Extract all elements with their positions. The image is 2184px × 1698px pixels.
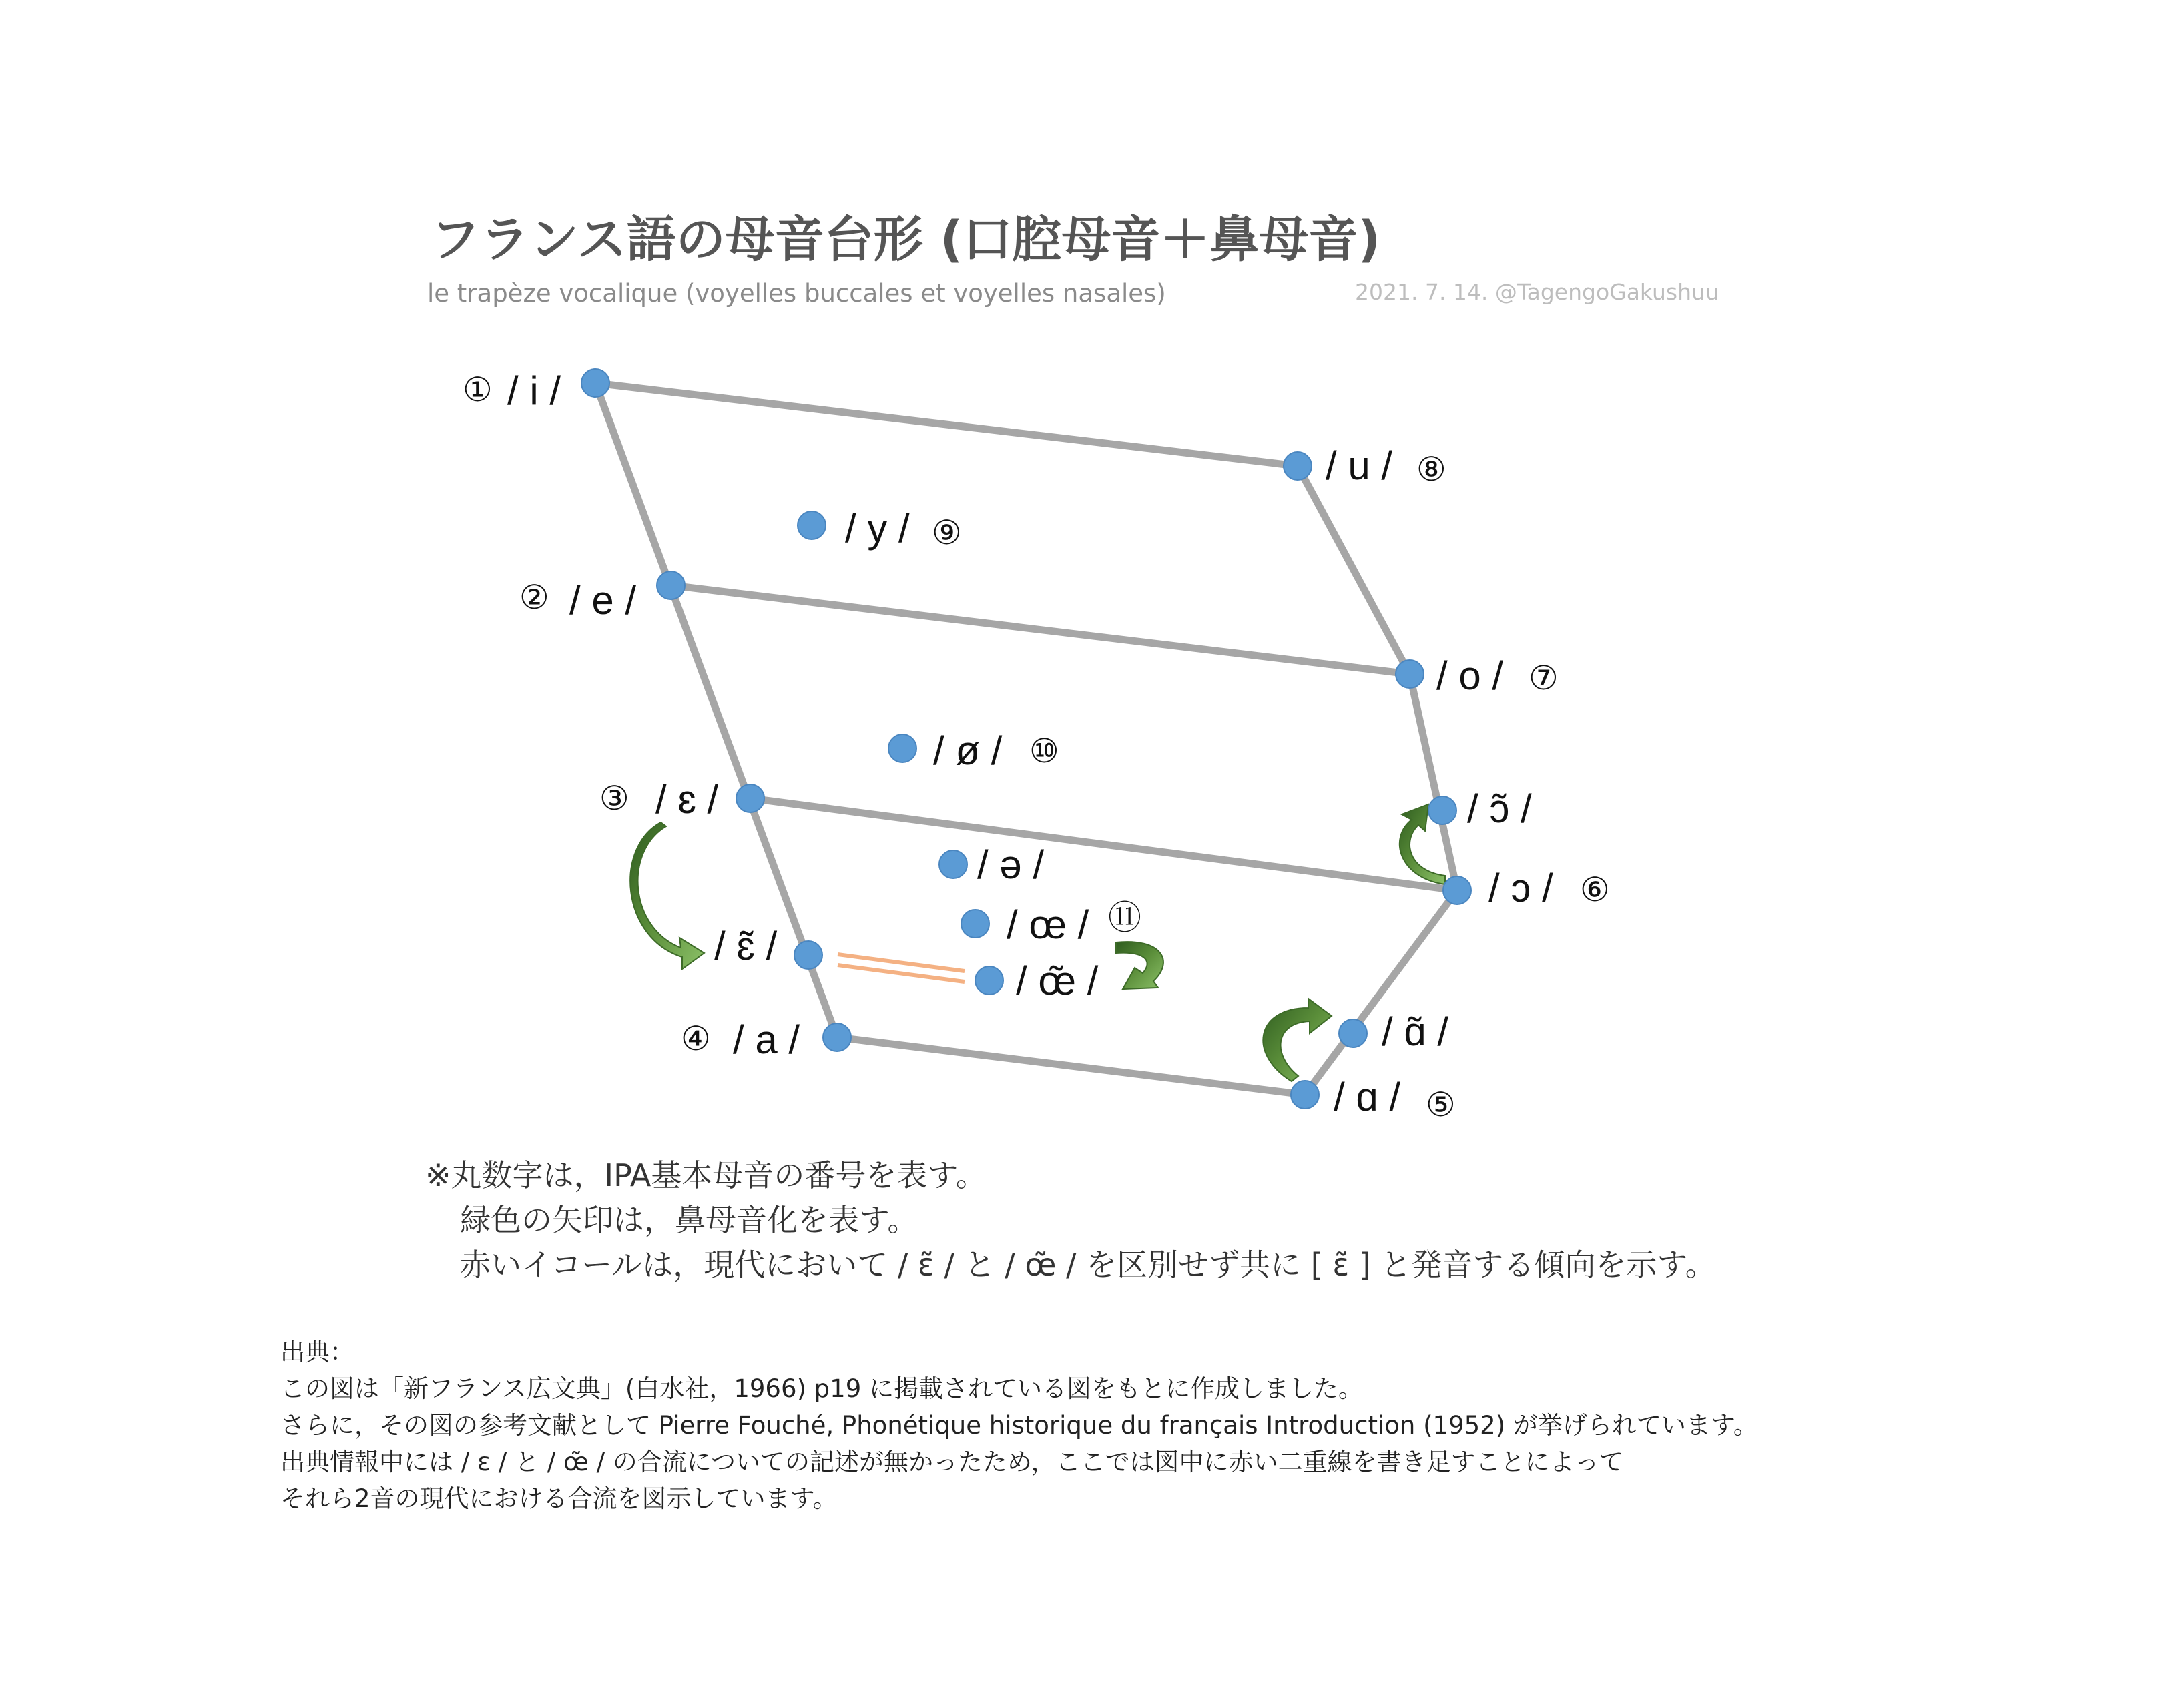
num-i: ① (463, 370, 493, 409)
label-o: / o / (1436, 653, 1504, 698)
dot-a (823, 1023, 851, 1051)
dot-nasal-alpha (1339, 1019, 1367, 1047)
label-oslash: / ø / (933, 728, 1003, 773)
num-open-o: ⑥ (1580, 870, 1610, 909)
page-subtitle: le trapèze vocalique (voyelles buccales et voyelles nasales) (427, 279, 1166, 308)
date-author: 2021. 7. 14. @TagengoGakushuu (1355, 279, 1719, 305)
line-i-u (595, 383, 1298, 466)
note-line-3: 赤いイコールは，現代において / ɛ̃ / と / œ̃ / を区別せず共に [ ɛ̃ ] と発音する傾向を示す。 (460, 1247, 1716, 1283)
num-e: ② (519, 578, 549, 617)
dot-alpha (1291, 1081, 1319, 1109)
num-oe: ⑪ (1108, 898, 1141, 937)
num-alpha: ⑤ (1426, 1085, 1456, 1124)
source-line-4: それら2音の現代における合流を図示しています。 (280, 1484, 838, 1513)
diagram-notes (425, 1153, 1716, 1288)
label-oe: / œ / (1007, 902, 1089, 947)
dot-i (581, 369, 609, 397)
line-back-lower (1305, 890, 1457, 1095)
label-nasal-o: / ɔ̃ / (1467, 786, 1532, 831)
num-a: ④ (681, 1019, 711, 1058)
dot-oe (961, 910, 989, 938)
label-alpha: / ɑ / (1334, 1075, 1401, 1119)
dot-u (1284, 452, 1312, 480)
line-a-alpha (837, 1037, 1305, 1095)
source-heading: 出典： (280, 1338, 354, 1366)
source-section (280, 1334, 1758, 1517)
label-y: / y / (845, 506, 910, 551)
note-line-2: 緑色の矢印は，鼻母音化を表す。 (460, 1202, 918, 1238)
dot-open-o (1443, 876, 1471, 904)
dot-y (798, 511, 826, 539)
line-e-o (671, 585, 1410, 674)
source-line-1: この図は「新フランス広文典」(白水社，1966) p19 に掲載されている図をもとに作成しました。 (280, 1374, 1364, 1403)
dot-nasal-o (1428, 796, 1456, 824)
label-nasal-oe: / œ̃ / (1016, 958, 1099, 1003)
arrow-oe-nasal-icon (1116, 942, 1163, 989)
dot-nasal-oe (975, 966, 1003, 995)
label-schwa: / ə / (977, 842, 1045, 887)
source-line-3: 出典情報中には / ɛ / と / œ̃ / の合流についての記述が無かったため，ここでは図中に赤い二重線を書き足すことによって (280, 1448, 1624, 1476)
dot-nasal-epsilon (794, 941, 822, 969)
label-u: / u / (1326, 443, 1393, 488)
line-back-upper (1298, 466, 1410, 674)
merge-double-line (838, 954, 965, 982)
num-o: ⑦ (1529, 659, 1559, 697)
label-nasal-epsilon: / ɛ̃ / (714, 924, 778, 968)
label-a: / a / (733, 1017, 800, 1062)
label-nasal-alpha: / ɑ̃ / (1382, 1009, 1449, 1054)
num-epsilon: ③ (599, 779, 629, 818)
label-epsilon: / ɛ / (655, 777, 719, 822)
line-epsilon-open-o (750, 798, 1457, 890)
line-back-mid (1410, 674, 1457, 890)
num-y: ⑨ (932, 513, 962, 552)
note-line-1: ※丸数字は，IPA基本母音の番号を表す。 (425, 1157, 987, 1193)
label-i: / i / (507, 368, 561, 413)
num-oslash: ⑩ (1029, 732, 1059, 770)
dot-o (1396, 660, 1424, 688)
page-title: フランス語の母音台形 (口腔母音＋鼻母音) (431, 211, 1381, 268)
dot-oslash (888, 734, 916, 762)
arrow-epsilon-nasal-icon (630, 822, 704, 969)
num-u: ⑧ (1416, 450, 1446, 489)
dot-schwa (939, 850, 967, 878)
dot-e (657, 571, 685, 599)
label-open-o: / ɔ / (1488, 866, 1553, 910)
label-e: / e / (569, 578, 637, 623)
source-line-2: さらに，その図の参考文献として Pierre Fouché, Phonétique historique du français Introduction (1952) が挙げられています。 (280, 1411, 1758, 1440)
dot-epsilon (736, 784, 764, 812)
